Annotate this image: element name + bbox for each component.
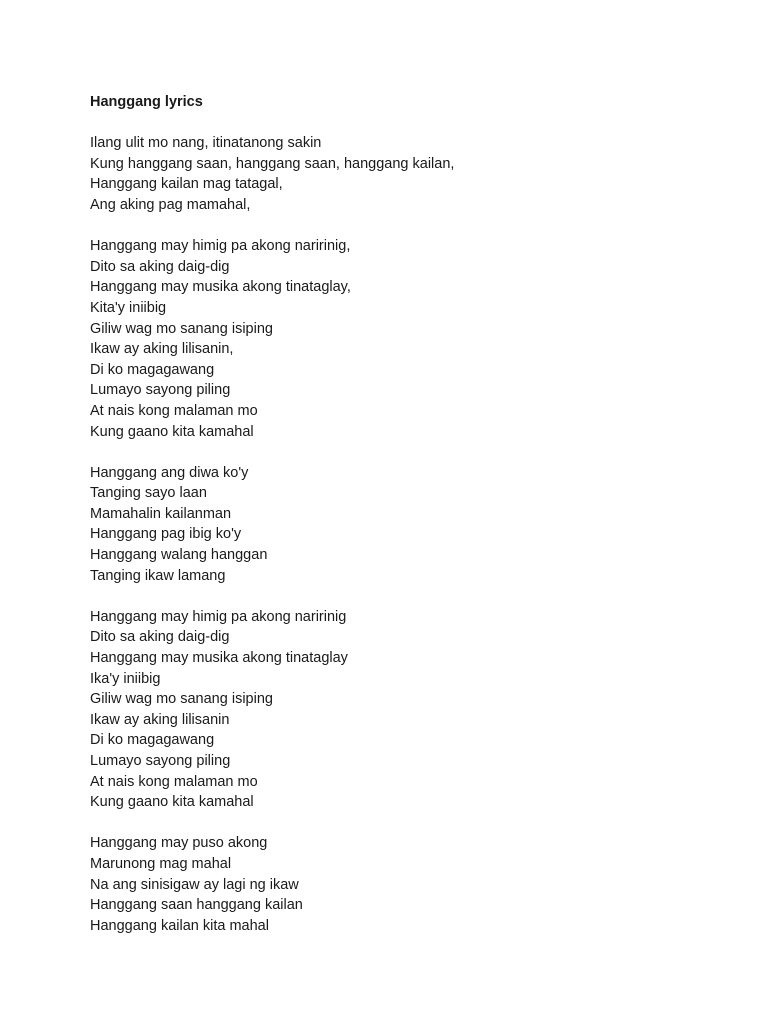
lyrics-line: At nais kong malaman mo	[90, 773, 258, 790]
lyrics-line: Marunong mag mahal	[90, 855, 232, 872]
lyrics-line: Kung gaano kita kamahal	[90, 423, 254, 440]
lyrics-line: Giliw wag mo sanang isiping	[90, 320, 273, 337]
lyrics-line: Hanggang walang hanggan	[90, 547, 268, 564]
lyrics-line: Ika'y iniibig	[90, 670, 161, 687]
lyrics-line: Hanggang may himig pa akong naririnig,	[90, 238, 351, 255]
lyrics-line: Hanggang saan hanggang kailan	[90, 897, 303, 914]
lyrics-line: Ikaw ay aking lilisanin	[90, 711, 230, 728]
document-content	[90, 92, 730, 957]
lyrics-line: At nais kong malaman mo	[90, 402, 258, 419]
lyrics-line: Lumayo sayong piling	[90, 753, 231, 769]
lyrics-stanza	[90, 133, 730, 215]
lyrics-line: Hanggang may musika akong tinataglay	[90, 650, 348, 667]
lyrics-line: Kung hanggang saan, hanggang saan, hanggang kailan,	[90, 155, 455, 172]
lyrics-body	[90, 133, 730, 936]
lyrics-stanza	[90, 833, 730, 936]
lyrics-stanza	[90, 236, 730, 442]
lyrics-line: Hanggang kailan kita mahal	[90, 917, 269, 934]
lyrics-line: Ang aking pag mamahal,	[90, 196, 251, 213]
lyrics-line: Giliw wag mo sanang isiping	[90, 691, 273, 708]
lyrics-stanza	[90, 463, 730, 587]
lyrics-line: Mamahalin kailanman	[90, 505, 232, 522]
document-title: Hanggang lyrics	[90, 94, 203, 110]
lyrics-line: Kita'y iniibig	[90, 299, 167, 316]
lyrics-line: Dito sa aking daig-dig	[90, 629, 230, 646]
lyrics-line: Tanging ikaw lamang	[90, 567, 226, 584]
lyrics-line: Tanging sayo laan	[90, 485, 207, 502]
lyrics-line: Di ko magagawang	[90, 361, 215, 378]
lyrics-line: Hanggang may musika akong tinataglay,	[90, 279, 351, 296]
lyrics-line: Ilang ulit mo nang, itinatanong sakin	[90, 135, 322, 152]
lyrics-line: Hanggang may himig pa akong naririnig	[90, 608, 347, 625]
lyrics-line: Hanggang kailan mag tatagal,	[90, 176, 283, 193]
lyrics-line: Di ko magagawang	[90, 732, 215, 749]
lyrics-stanza	[90, 607, 730, 813]
lyrics-line: Hanggang may puso akong	[90, 835, 268, 852]
lyrics-line: Na ang sinisigaw ay lagi ng ikaw	[90, 876, 299, 893]
lyrics-line: Lumayo sayong piling	[90, 382, 231, 399]
lyrics-line: Hanggang pag ibig ko'y	[90, 526, 242, 543]
lyrics-line: Dito sa aking daig-dig	[90, 258, 230, 275]
lyrics-line: Kung gaano kita kamahal	[90, 794, 254, 811]
lyrics-line: Ikaw ay aking lilisanin,	[90, 341, 234, 358]
lyrics-line: Hanggang ang diwa ko'y	[90, 464, 249, 481]
